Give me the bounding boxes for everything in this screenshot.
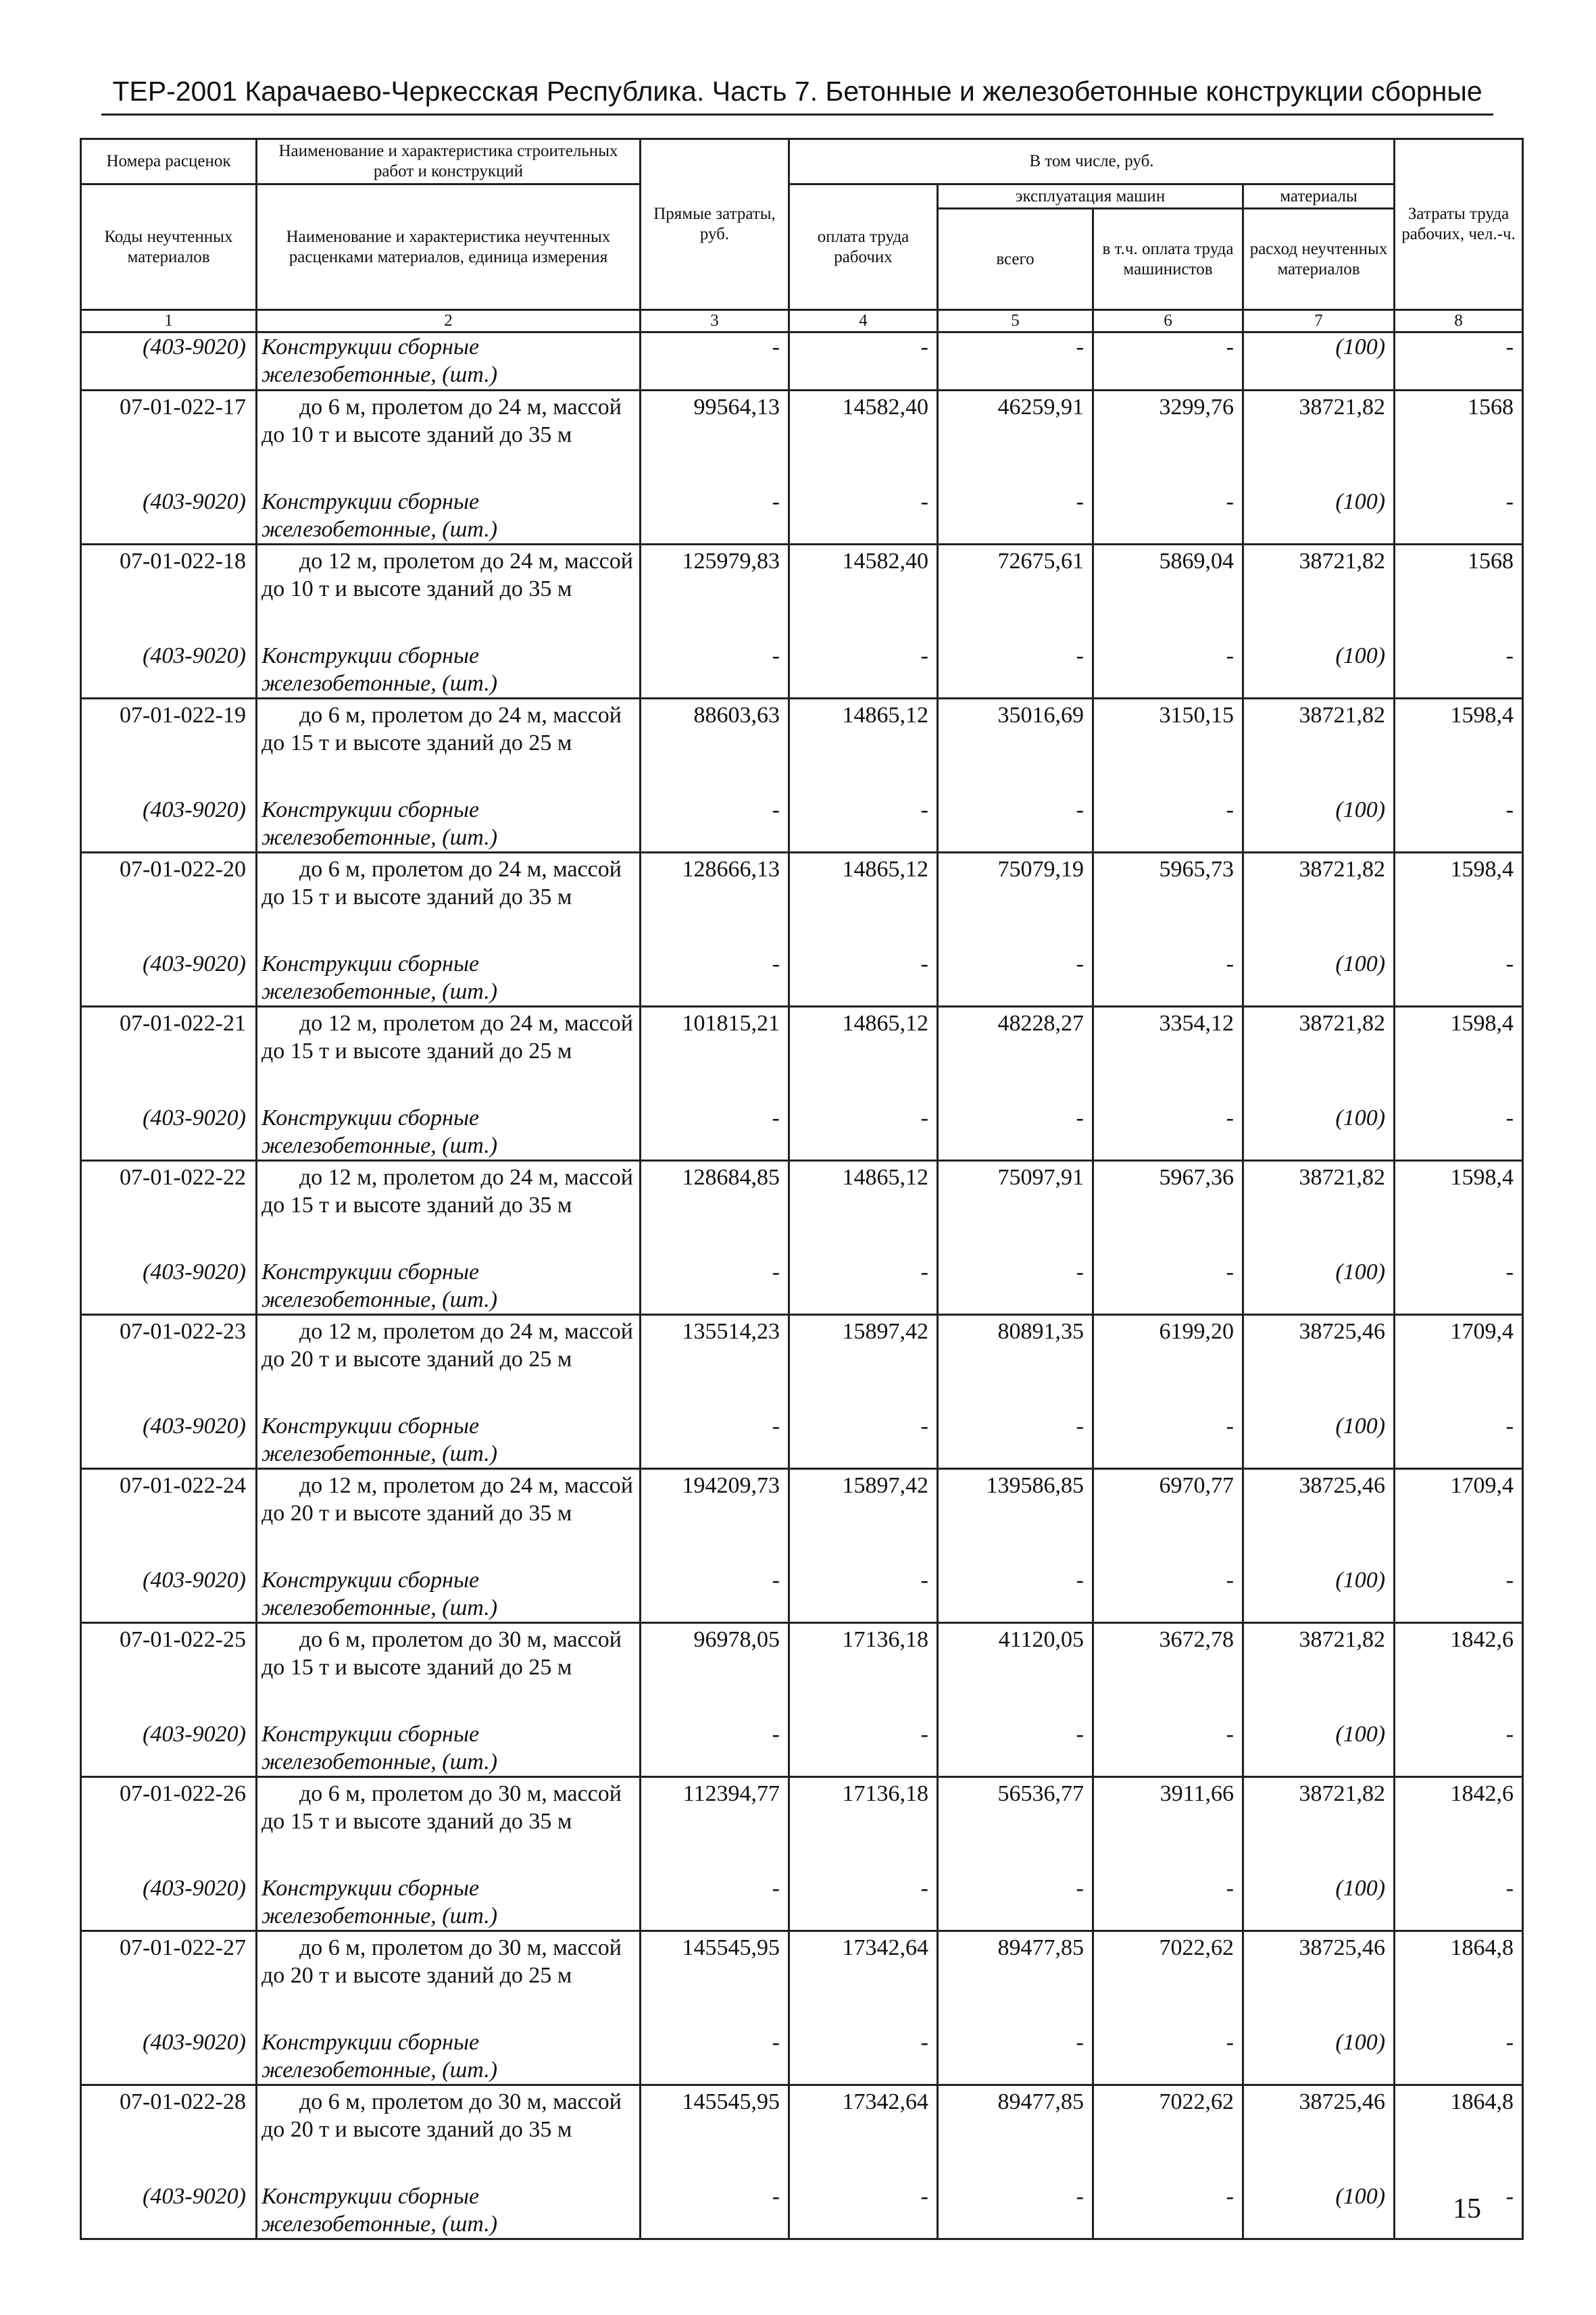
header-unaccounted-materials: расход неучтенных материалов: [1243, 209, 1395, 310]
material-description: Конструкции сборные железобетонные, (шт.): [257, 1874, 641, 1931]
rate-description: до 6 м, пролетом до 30 м, массой до 15 т и высоте зданий до 35 м: [257, 1777, 641, 1875]
material-code: (403-9020): [81, 1258, 257, 1315]
rate-code: 07-01-022-20: [81, 853, 257, 951]
machinist-wages-cell: -: [1093, 950, 1243, 1007]
header-labor-costs: Затраты труда рабочих, чел.-ч.: [1395, 139, 1523, 310]
material-description: Конструкции сборные железобетонные, (шт.): [257, 488, 641, 545]
worker-wages-cell: -: [789, 2183, 938, 2239]
material-row: [81, 796, 1523, 853]
material-code: (403-9020): [81, 2183, 257, 2239]
rate-row: [81, 545, 1523, 643]
worker-wages-cell: -: [789, 1566, 938, 1623]
material-code: (403-9020): [81, 2028, 257, 2085]
machinist-wages-cell: 7022,62: [1093, 2085, 1243, 2183]
rate-row: [81, 1315, 1523, 1413]
machines-total-cell: 89477,85: [938, 1931, 1093, 2029]
page-title: ТЕР-2001 Карачаево-Черкесская Республика. Часть 7. Бетонные и железобетонные конструкции сборные: [112, 76, 1482, 107]
worker-wages-cell: 17136,18: [789, 1777, 938, 1875]
machinist-wages-cell: -: [1093, 1720, 1243, 1777]
material-row: [81, 332, 1523, 391]
machines-total-cell: 46259,91: [938, 391, 1093, 489]
material-code: (403-9020): [81, 796, 257, 853]
material-description: Конструкции сборные железобетонные, (шт.): [257, 1258, 641, 1315]
machinist-wages-cell: 5967,36: [1093, 1161, 1243, 1259]
rate-code: 07-01-022-18: [81, 545, 257, 643]
machines-total-cell: -: [938, 1874, 1093, 1931]
rate-row: [81, 1623, 1523, 1721]
worker-wages-cell: -: [789, 332, 938, 391]
worker-wages-cell: 14865,12: [789, 1007, 938, 1105]
rate-code: 07-01-022-28: [81, 2085, 257, 2183]
labor-cell: -: [1395, 950, 1523, 1007]
materials-cell: 38725,46: [1243, 1931, 1395, 2029]
worker-wages-cell: -: [789, 1720, 938, 1777]
materials-cell: (100): [1243, 642, 1395, 699]
materials-cell: 38721,82: [1243, 699, 1395, 797]
machines-total-cell: -: [938, 1720, 1093, 1777]
machinist-wages-cell: -: [1093, 488, 1243, 545]
column-number: 1: [81, 310, 257, 332]
direct-costs-cell: 88603,63: [641, 699, 789, 797]
table-header: [81, 139, 1523, 332]
machines-total-cell: 139586,85: [938, 1469, 1093, 1567]
machines-total-cell: 41120,05: [938, 1623, 1093, 1721]
direct-costs-cell: -: [641, 332, 789, 391]
worker-wages-cell: -: [789, 2028, 938, 2085]
rate-row: [81, 853, 1523, 951]
materials-cell: (100): [1243, 950, 1395, 1007]
rate-code: 07-01-022-22: [81, 1161, 257, 1259]
materials-cell: (100): [1243, 1720, 1395, 1777]
material-row: [81, 1874, 1523, 1931]
labor-cell: 1568: [1395, 545, 1523, 643]
rate-description: до 12 м, пролетом до 24 м, массой до 20 т и высоте зданий до 35 м: [257, 1469, 641, 1567]
header-material-code: Коды неучтенных материалов: [81, 184, 257, 310]
machinist-wages-cell: 3672,78: [1093, 1623, 1243, 1721]
machinist-wages-cell: -: [1093, 796, 1243, 853]
rate-code: 07-01-022-17: [81, 391, 257, 489]
rate-row: [81, 391, 1523, 489]
direct-costs-cell: 145545,95: [641, 1931, 789, 2029]
rate-description: до 6 м, пролетом до 30 м, массой до 15 т и высоте зданий до 25 м: [257, 1623, 641, 1721]
direct-costs-cell: 96978,05: [641, 1623, 789, 1721]
header-including-group: В том числе, руб.: [789, 139, 1395, 184]
machines-total-cell: 56536,77: [938, 1777, 1093, 1875]
material-description: Конструкции сборные железобетонные, (шт.): [257, 642, 641, 699]
labor-cell: 1864,8: [1395, 1931, 1523, 2029]
worker-wages-cell: -: [789, 796, 938, 853]
materials-cell: (100): [1243, 796, 1395, 853]
worker-wages-cell: 14582,40: [789, 545, 938, 643]
rate-description: до 6 м, пролетом до 24 м, массой до 15 т и высоте зданий до 35 м: [257, 853, 641, 951]
machinist-wages-cell: -: [1093, 1258, 1243, 1315]
rate-row: [81, 1161, 1523, 1259]
rate-description: до 6 м, пролетом до 24 м, массой до 10 т и высоте зданий до 35 м: [257, 391, 641, 489]
materials-cell: 38725,46: [1243, 2085, 1395, 2183]
material-row: [81, 1412, 1523, 1469]
machines-total-cell: -: [938, 1258, 1093, 1315]
rate-code: 07-01-022-26: [81, 1777, 257, 1875]
column-number: 6: [1093, 310, 1243, 332]
rate-code: 07-01-022-23: [81, 1315, 257, 1413]
column-numbers-row: [81, 310, 1523, 332]
materials-cell: 38721,82: [1243, 1161, 1395, 1259]
machines-total-cell: 48228,27: [938, 1007, 1093, 1105]
header-machinist-wages: в т.ч. оплата труда машинистов: [1093, 209, 1243, 310]
material-row: [81, 2028, 1523, 2085]
labor-cell: 1842,6: [1395, 1623, 1523, 1721]
column-number: 4: [789, 310, 938, 332]
rates-table: [80, 138, 1524, 2240]
machinist-wages-cell: 5965,73: [1093, 853, 1243, 951]
material-code: (403-9020): [81, 950, 257, 1007]
column-number: 8: [1395, 310, 1523, 332]
direct-costs-cell: 125979,83: [641, 545, 789, 643]
material-description: Конструкции сборные железобетонные, (шт.): [257, 2028, 641, 2085]
direct-costs-cell: -: [641, 2183, 789, 2239]
material-description: Конструкции сборные железобетонные, (шт.): [257, 950, 641, 1007]
machines-total-cell: -: [938, 950, 1093, 1007]
material-row: [81, 488, 1523, 545]
material-description: Конструкции сборные железобетонные, (шт.): [257, 1104, 641, 1161]
machines-total-cell: -: [938, 2028, 1093, 2085]
direct-costs-cell: -: [641, 950, 789, 1007]
rate-description: до 12 м, пролетом до 24 м, массой до 10 т и высоте зданий до 35 м: [257, 545, 641, 643]
direct-costs-cell: 99564,13: [641, 391, 789, 489]
direct-costs-cell: -: [641, 642, 789, 699]
machinist-wages-cell: 5869,04: [1093, 545, 1243, 643]
labor-cell: 1842,6: [1395, 1777, 1523, 1875]
machinist-wages-cell: 3299,76: [1093, 391, 1243, 489]
machinist-wages-cell: 3911,66: [1093, 1777, 1243, 1875]
labor-cell: 1568: [1395, 391, 1523, 489]
material-row: [81, 1258, 1523, 1315]
rate-code: 07-01-022-24: [81, 1469, 257, 1567]
rate-description: до 6 м, пролетом до 24 м, массой до 15 т и высоте зданий до 25 м: [257, 699, 641, 797]
direct-costs-cell: 112394,77: [641, 1777, 789, 1875]
header-materials-group: материалы: [1243, 184, 1395, 209]
machines-total-cell: 72675,61: [938, 545, 1093, 643]
machinist-wages-cell: 3354,12: [1093, 1007, 1243, 1105]
labor-cell: 1864,8: [1395, 2085, 1523, 2183]
rate-code: 07-01-022-25: [81, 1623, 257, 1721]
labor-cell: -: [1395, 2028, 1523, 2085]
header-material-name: Наименование и характеристика неучтенных расценками материалов, единица измерения: [257, 184, 641, 310]
rate-description: до 6 м, пролетом до 30 м, массой до 20 т и высоте зданий до 35 м: [257, 2085, 641, 2183]
rate-description: до 6 м, пролетом до 30 м, массой до 20 т и высоте зданий до 25 м: [257, 1931, 641, 2029]
material-row: [81, 950, 1523, 1007]
materials-cell: (100): [1243, 1412, 1395, 1469]
labor-cell: -: [1395, 796, 1523, 853]
material-description: Конструкции сборные железобетонные, (шт.): [257, 332, 641, 391]
worker-wages-cell: 14865,12: [789, 853, 938, 951]
machinist-wages-cell: -: [1093, 1566, 1243, 1623]
column-number: 5: [938, 310, 1093, 332]
rate-row: [81, 2085, 1523, 2183]
labor-cell: -: [1395, 1874, 1523, 1931]
worker-wages-cell: -: [789, 950, 938, 1007]
materials-cell: 38725,46: [1243, 1315, 1395, 1413]
material-code: (403-9020): [81, 488, 257, 545]
machines-total-cell: -: [938, 642, 1093, 699]
material-row: [81, 1720, 1523, 1777]
worker-wages-cell: 15897,42: [789, 1469, 938, 1567]
labor-cell: -: [1395, 488, 1523, 545]
header-worker-wages: оплата труда рабочих: [789, 184, 938, 310]
worker-wages-cell: -: [789, 642, 938, 699]
machines-total-cell: -: [938, 332, 1093, 391]
rate-description: до 12 м, пролетом до 24 м, массой до 20 т и высоте зданий до 25 м: [257, 1315, 641, 1413]
material-description: Конструкции сборные железобетонные, (шт.): [257, 2183, 641, 2239]
direct-costs-cell: 128684,85: [641, 1161, 789, 1259]
labor-cell: -: [1395, 1104, 1523, 1161]
worker-wages-cell: 17342,64: [789, 1931, 938, 2029]
direct-costs-cell: -: [641, 1412, 789, 1469]
header-rate-number: Номера расценок: [81, 139, 257, 184]
materials-cell: (100): [1243, 1566, 1395, 1623]
machines-total-cell: -: [938, 796, 1093, 853]
worker-wages-cell: -: [789, 1104, 938, 1161]
materials-cell: (100): [1243, 1104, 1395, 1161]
machines-total-cell: 75097,91: [938, 1161, 1093, 1259]
page-number: 15: [1453, 2193, 1481, 2224]
materials-cell: 38721,82: [1243, 1623, 1395, 1721]
header-machines-group: эксплуатация машин: [938, 184, 1243, 209]
rate-row: [81, 1007, 1523, 1105]
machinist-wages-cell: 3150,15: [1093, 699, 1243, 797]
labor-cell: -: [1395, 642, 1523, 699]
worker-wages-cell: 14582,40: [789, 391, 938, 489]
direct-costs-cell: 101815,21: [641, 1007, 789, 1105]
material-row: [81, 642, 1523, 699]
worker-wages-cell: 17136,18: [789, 1623, 938, 1721]
material-code: (403-9020): [81, 1104, 257, 1161]
labor-cell: -: [1395, 1412, 1523, 1469]
column-number: 2: [257, 310, 641, 332]
rate-row: [81, 1777, 1523, 1875]
rate-code: 07-01-022-21: [81, 1007, 257, 1105]
labor-cell: -: [1395, 2183, 1523, 2239]
worker-wages-cell: 14865,12: [789, 699, 938, 797]
labor-cell: -: [1395, 1258, 1523, 1315]
direct-costs-cell: -: [641, 796, 789, 853]
materials-cell: (100): [1243, 2183, 1395, 2239]
direct-costs-cell: 145545,95: [641, 2085, 789, 2183]
labor-cell: -: [1395, 332, 1523, 391]
worker-wages-cell: -: [789, 1258, 938, 1315]
worker-wages-cell: 15897,42: [789, 1315, 938, 1413]
direct-costs-cell: 128666,13: [641, 853, 789, 951]
material-row: [81, 2183, 1523, 2239]
labor-cell: -: [1395, 1720, 1523, 1777]
direct-costs-cell: -: [641, 1258, 789, 1315]
column-number: 7: [1243, 310, 1395, 332]
machines-total-cell: 75079,19: [938, 853, 1093, 951]
title-divider: [101, 114, 1493, 116]
materials-cell: (100): [1243, 488, 1395, 545]
machinist-wages-cell: -: [1093, 642, 1243, 699]
labor-cell: 1598,4: [1395, 1161, 1523, 1259]
machinist-wages-cell: -: [1093, 332, 1243, 391]
direct-costs-cell: 194209,73: [641, 1469, 789, 1567]
rate-code: 07-01-022-27: [81, 1931, 257, 2029]
column-number: 3: [641, 310, 789, 332]
labor-cell: 1598,4: [1395, 853, 1523, 951]
direct-costs-cell: 135514,23: [641, 1315, 789, 1413]
labor-cell: 1709,4: [1395, 1315, 1523, 1413]
direct-costs-cell: -: [641, 488, 789, 545]
material-description: Конструкции сборные железобетонные, (шт.): [257, 1720, 641, 1777]
direct-costs-cell: -: [641, 1104, 789, 1161]
labor-cell: 1598,4: [1395, 1007, 1523, 1105]
machinist-wages-cell: 7022,62: [1093, 1931, 1243, 2029]
material-code: (403-9020): [81, 1566, 257, 1623]
worker-wages-cell: 17342,64: [789, 2085, 938, 2183]
header-machines-total: всего: [938, 209, 1093, 310]
labor-cell: -: [1395, 1566, 1523, 1623]
labor-cell: 1709,4: [1395, 1469, 1523, 1567]
rate-row: [81, 1931, 1523, 2029]
machines-total-cell: -: [938, 2183, 1093, 2239]
material-code: (403-9020): [81, 1412, 257, 1469]
material-code: (403-9020): [81, 332, 257, 391]
materials-cell: 38721,82: [1243, 853, 1395, 951]
machines-total-cell: -: [938, 1412, 1093, 1469]
materials-cell: (100): [1243, 1874, 1395, 1931]
materials-cell: 38721,82: [1243, 545, 1395, 643]
worker-wages-cell: 14865,12: [789, 1161, 938, 1259]
machines-total-cell: -: [938, 1566, 1093, 1623]
material-code: (403-9020): [81, 1874, 257, 1931]
rate-description: до 12 м, пролетом до 24 м, массой до 15 т и высоте зданий до 25 м: [257, 1007, 641, 1105]
materials-cell: (100): [1243, 1258, 1395, 1315]
machinist-wages-cell: -: [1093, 1874, 1243, 1931]
material-description: Конструкции сборные железобетонные, (шт.): [257, 1566, 641, 1623]
machinist-wages-cell: -: [1093, 1104, 1243, 1161]
machinist-wages-cell: -: [1093, 1412, 1243, 1469]
material-code: (403-9020): [81, 642, 257, 699]
worker-wages-cell: -: [789, 1412, 938, 1469]
machines-total-cell: 89477,85: [938, 2085, 1093, 2183]
machines-total-cell: 80891,35: [938, 1315, 1093, 1413]
machines-total-cell: -: [938, 488, 1093, 545]
material-description: Конструкции сборные железобетонные, (шт.): [257, 1412, 641, 1469]
materials-cell: 38721,82: [1243, 391, 1395, 489]
table-body: [81, 332, 1523, 2239]
materials-cell: 38721,82: [1243, 1777, 1395, 1875]
machinist-wages-cell: 6199,20: [1093, 1315, 1243, 1413]
direct-costs-cell: -: [641, 1874, 789, 1931]
header-direct-costs: Прямые затраты, руб.: [641, 139, 789, 310]
rate-row: [81, 699, 1523, 797]
worker-wages-cell: -: [789, 1874, 938, 1931]
material-description: Конструкции сборные железобетонные, (шт.): [257, 796, 641, 853]
labor-cell: 1598,4: [1395, 699, 1523, 797]
materials-cell: (100): [1243, 332, 1395, 391]
material-row: [81, 1566, 1523, 1623]
rate-row: [81, 1469, 1523, 1567]
material-row: [81, 1104, 1523, 1161]
worker-wages-cell: -: [789, 488, 938, 545]
materials-cell: (100): [1243, 2028, 1395, 2085]
machinist-wages-cell: 6970,77: [1093, 1469, 1243, 1567]
header-work-name: Наименование и характеристика строительных работ и конструкций: [257, 139, 641, 184]
materials-cell: 38725,46: [1243, 1469, 1395, 1567]
machinist-wages-cell: -: [1093, 2183, 1243, 2239]
machines-total-cell: -: [938, 1104, 1093, 1161]
rate-description: до 12 м, пролетом до 24 м, массой до 15 т и высоте зданий до 35 м: [257, 1161, 641, 1259]
materials-cell: 38721,82: [1243, 1007, 1395, 1105]
machines-total-cell: 35016,69: [938, 699, 1093, 797]
direct-costs-cell: -: [641, 1566, 789, 1623]
rate-code: 07-01-022-19: [81, 699, 257, 797]
direct-costs-cell: -: [641, 1720, 789, 1777]
direct-costs-cell: -: [641, 2028, 789, 2085]
machinist-wages-cell: -: [1093, 2028, 1243, 2085]
material-code: (403-9020): [81, 1720, 257, 1777]
